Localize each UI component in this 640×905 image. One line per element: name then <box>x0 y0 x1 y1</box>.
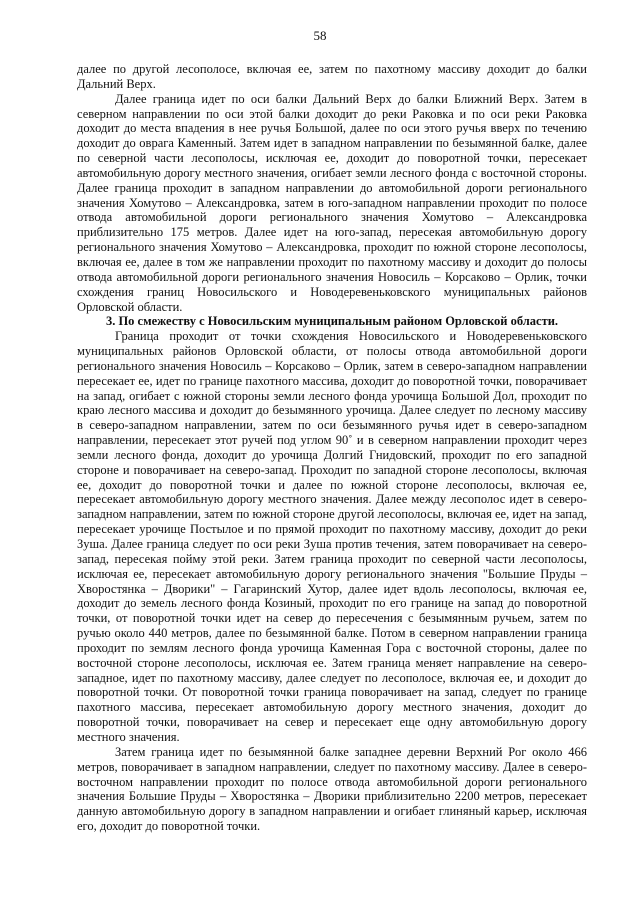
document-body <box>77 62 587 834</box>
paragraph-continuation: далее по другой лесополосе, включая ее, затем по пахотному массиву доходит до балки Дальний Верх. <box>77 62 587 91</box>
paragraph: Граница проходит от точки схождения Новосильского и Новодеревеньковского муниципальных районов Орловской области, от полосы отвода автомобильной дороги регионального значения Новосиль – Корсаково – Орлик, затем в северо-западном направлении пересекает ее, идет по границе пахотного массива, доходит до поворотной точки, поворачивает на запад, огибает с южной стороны земли лесного фонда урочища Большой Дол, проходит по краю лесного массива и доходит до безымянного урочища. Далее следует по лесному массиву в северо-западном направлении, затем по оси безымянного ручья идет в северо-западном направлении, пересекает этот ручей под углом 90˚ и в северном направлении проходит через земли лесного фонда, доходит до урочища Долгий Гнидовский, проходит по его западной стороне и поворачивает на северо-запад. Проходит по западной стороне лесополосы, включая ее, доходит до поворотной точки и далее по южной стороне лесополосы, включая ее, пересекает автомобильную дорогу местного значения. Далее между лесополос идет в северо-западном направлении, затем по южной стороне другой лесополосы, включая ее, идет на запад, пересекает урочище Постылое и по прямой проходит по пахотному массиву, доходит до реки Зуша. Далее граница следует по оси реки Зуша против течения, затем поворачивает на северо-запад, пересекая пойму этой реки. Затем граница проходит по северной части лесополосы, исключая ее, пересекает автомобильную дорогу регионального значения "Большие Пруды – Хворостянка – Дворики" – Гагаринский Хутор, далее идет вдоль лесополосы, включая ее, доходит до земель лесного фонда Козиный, проходит по его границе на запад до поворотной точки, от поворотной точки идет на север до пересечения с безымянным ручьем, затем по ручью около 440 метров, далее по безымянной балке. Потом в северном направлении граница проходит по землям лесного фонда урочища Каменная Гора с восточной стороны, далее по восточной стороне лесополосы, исключая ее. Затем граница меняет направление на северо-западное, идет по пахотному массиву, далее следует по лесополосе, включая ее, и доходит до поворотной точки. От поворотной точки граница поворачивает на запад, следует по границе пахотного массива, пересекает автомобильную дорогу местного значения, доходит до поворотной точки, поворачивает на север и пересекает еще одну автомобильную дорогу местного значения. <box>77 329 587 744</box>
section-heading: 3. По смежеству с Новосильским муниципальным районом Орловской области. <box>105 314 559 329</box>
paragraph: Далее граница идет по оси балки Дальний Верх до балки Ближний Верх. Затем в северном направлении по оси этой балки доходит до реки Раковка и по оси реки Раковка доходит до места впадения в нее ручья Большой, далее по оси этого ручья вверх по течению доходит до оврага Каменный. Затем идет в западном направлении по безымянной балке, далее по северной части лесополосы, исключая ее, доходит до поворотной точки, пересекает автомобильную дорогу местного значения, огибает земли лесного фонда с восточной стороны. Далее граница проходит в западном направлении до автомобильной дороги регионального значения Хомутово – Александровка, затем в юго-западном направлении проходит по полосе отвода автомобильной дороги регионального значения Хомутово – Александровка приблизительно 175 метров. Далее идет на юго-запад, пересекая автомобильную дорогу регионального значения Хомутово – Александровка, проходит по южной стороне лесополосы, включая ее, далее в том же направлении проходит по пахотному массиву и доходит до полосы отвода автомобильной дороги регионального значения Новосиль – Корсаково – Орлик, точки схождения границ Новосильского и Новодеревеньковского муниципальных районов Орловской области. <box>77 91 587 314</box>
paragraph: Затем граница идет по безымянной балке западнее деревни Верхний Рог около 466 метров, поворачивает в западном направлении, следует по пахотному массиву. Далее в северо-восточном направлении проходит по полосе отвода автомобильной дороги регионального значения Большие Пруды – Хворостянка – Дворики приблизительно 2200 метров, пересекает данную автомобильную дорогу в западном направлении и огибает глиняный карьер, исключая его, доходит до поворотной точки. <box>77 744 587 834</box>
page-number: 58 <box>313 28 327 43</box>
